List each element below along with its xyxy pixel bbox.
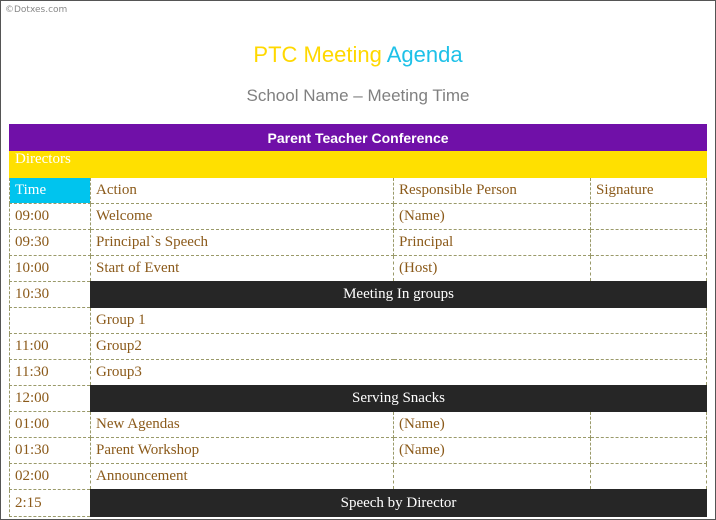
action-cell: Group2 [91, 334, 707, 360]
time-cell: 10:30 [10, 282, 91, 308]
column-header-signature: Signature [591, 178, 707, 204]
table-row [10, 360, 707, 386]
table-row [10, 464, 707, 490]
person-cell: Principal [394, 230, 591, 256]
directors-row [10, 151, 707, 178]
column-header-row [10, 178, 707, 204]
person-cell: (Name) [394, 204, 591, 230]
table-row [10, 438, 707, 464]
signature-cell [591, 230, 707, 256]
table-row [10, 490, 707, 517]
table-row [10, 412, 707, 438]
signature-cell [591, 256, 707, 282]
title-part-2: Agenda [386, 42, 463, 67]
conference-header-row [10, 125, 707, 151]
page-title [0, 42, 716, 68]
signature-cell [591, 464, 707, 490]
page-subtitle: School Name – Meeting Time [246, 86, 470, 105]
banner-speech-director: Speech by Director [91, 490, 707, 517]
time-cell: 02:00 [10, 464, 91, 490]
action-cell: Welcome [91, 204, 394, 230]
action-cell: Parent Workshop [91, 438, 394, 464]
column-header-action: Action [91, 178, 394, 204]
table-row [10, 308, 707, 334]
person-cell: (Host) [394, 256, 591, 282]
action-cell: Principal`s Speech [91, 230, 394, 256]
time-cell: 01:30 [10, 438, 91, 464]
action-cell: Start of Event [91, 256, 394, 282]
column-header-time: Time [10, 178, 91, 204]
banner-serving-snacks: Serving Snacks [91, 386, 707, 412]
watermark: ©Dotxes.com [5, 5, 68, 15]
time-cell: 09:30 [10, 230, 91, 256]
agenda-table [9, 124, 707, 517]
time-cell: 01:00 [10, 412, 91, 438]
table-row [10, 230, 707, 256]
signature-cell [591, 412, 707, 438]
person-cell: (Name) [394, 412, 591, 438]
time-cell: 2:15 [10, 490, 91, 517]
table-row [10, 334, 707, 360]
person-cell [394, 464, 591, 490]
time-cell: 10:00 [10, 256, 91, 282]
signature-cell [591, 204, 707, 230]
time-cell: 11:30 [10, 360, 91, 386]
title-part-1: PTC Meeting [253, 42, 382, 67]
directors-label: Directors [10, 151, 707, 178]
time-cell: 09:00 [10, 204, 91, 230]
action-cell: New Agendas [91, 412, 394, 438]
table-row [10, 204, 707, 230]
action-cell: Announcement [91, 464, 394, 490]
time-cell: 11:00 [10, 334, 91, 360]
table-row [10, 256, 707, 282]
banner-meeting-groups: Meeting In groups [91, 282, 707, 308]
action-cell: Group 1 [91, 308, 707, 334]
signature-cell [591, 438, 707, 464]
table-row [10, 386, 707, 412]
conference-header: Parent Teacher Conference [10, 125, 707, 151]
column-header-person: Responsible Person [394, 178, 591, 204]
time-cell: 12:00 [10, 386, 91, 412]
table-row [10, 282, 707, 308]
time-cell [10, 308, 91, 334]
action-cell: Group3 [91, 360, 707, 386]
person-cell: (Name) [394, 438, 591, 464]
